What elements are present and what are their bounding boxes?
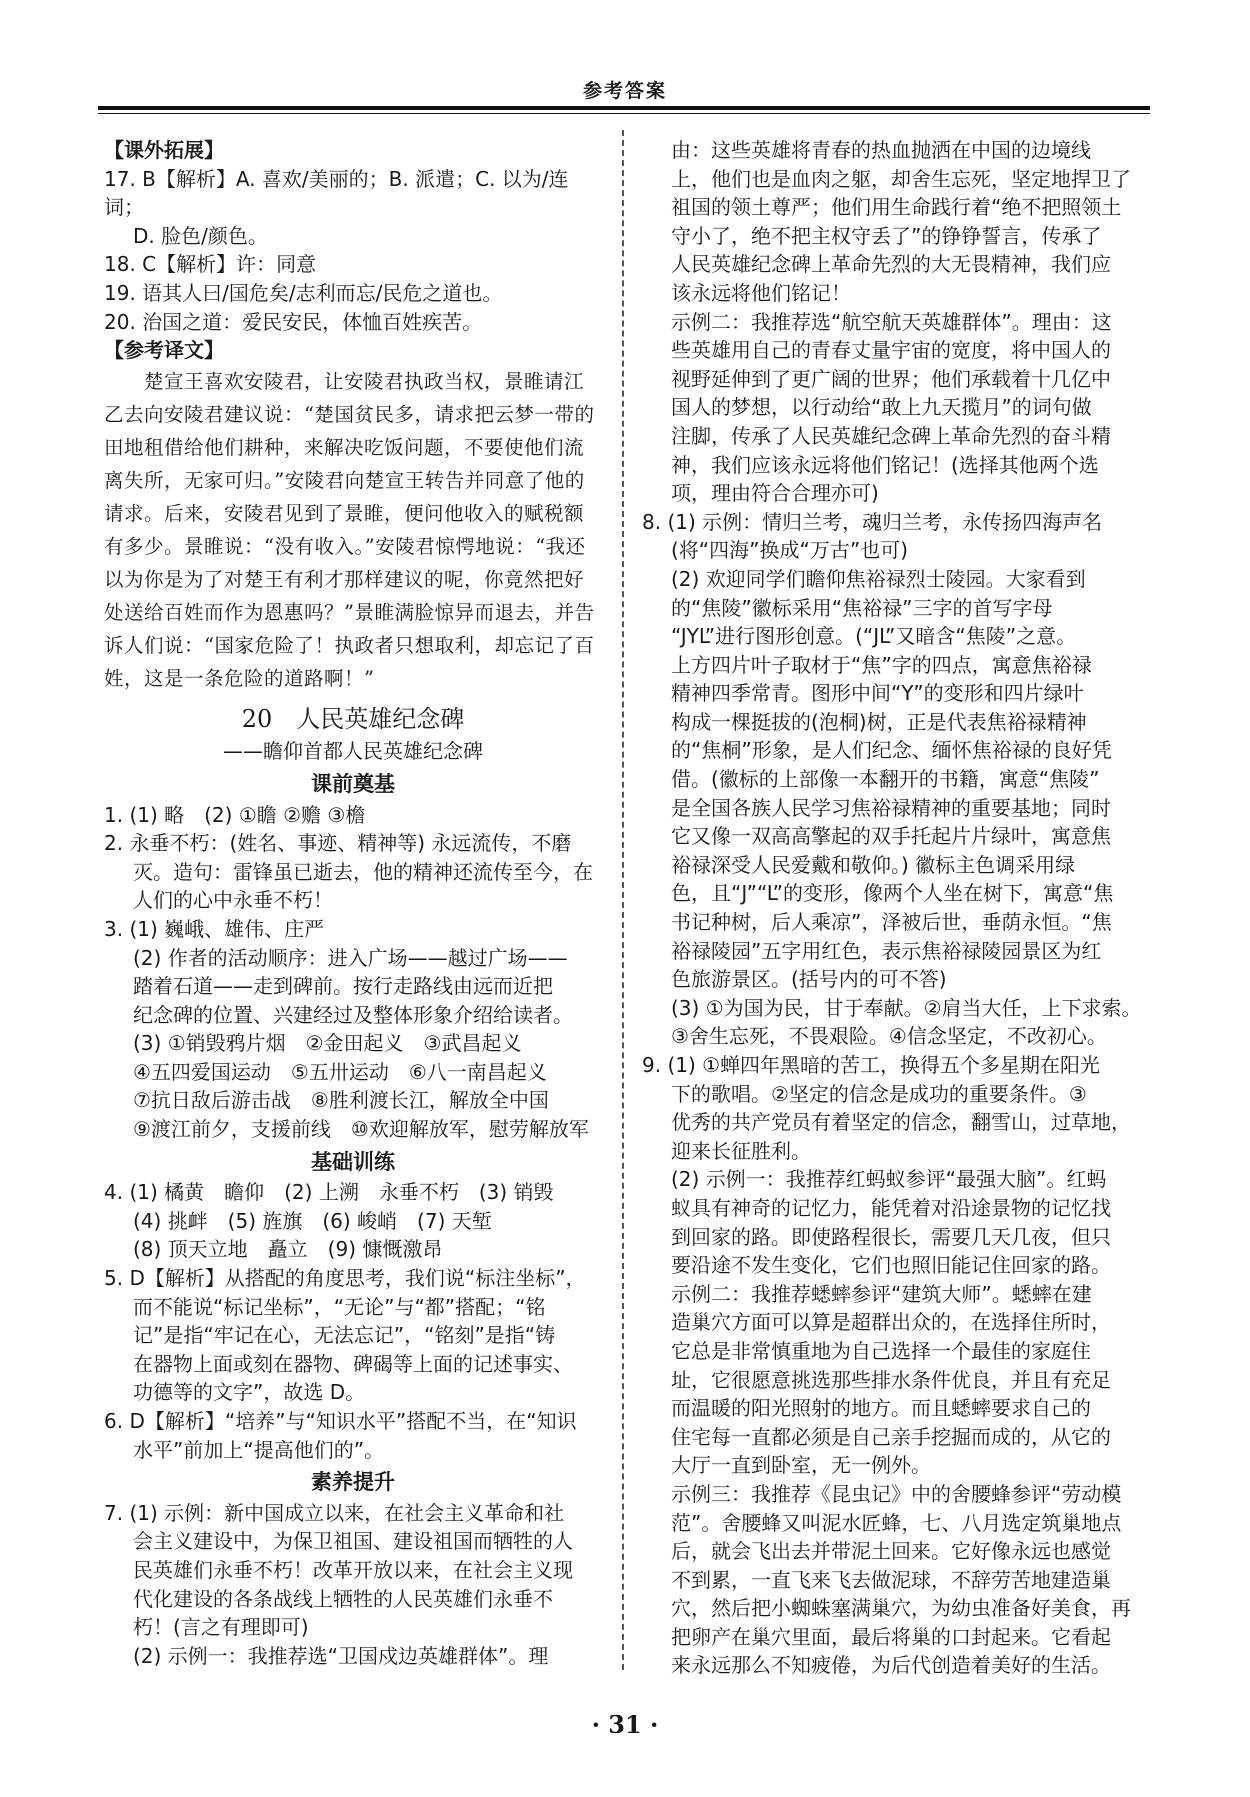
- answer-7-cont-line4: 守小了，绝不把主权守丢了”的铮铮誓言，传承了: [671, 223, 1102, 248]
- answer-8-line14: 色，且“J”“L”的变形，像两个人坐在树下，寓意“焦: [671, 881, 1114, 906]
- answer-3-line2: (2) 作者的活动顺序：进入广场——越过广场——: [133, 945, 568, 970]
- answer-17-line2: D. 脸色/颜色。: [133, 223, 268, 248]
- answer-8-line5: “JYL”进行图形创意。(“JL”又暗含“焦陵”之意。: [671, 624, 1077, 649]
- answer-7-cont-line7: 示例二：我推荐选“航空航天英雄群体”。理由：这: [671, 309, 1112, 334]
- answer-4-line1: 4. (1) 橘黄 瞻仰 (2) 上溯 永垂不朽 (3) 销毁: [104, 1180, 554, 1205]
- answer-9-line5: (2) 示例一：我推荐红蚂蚁参评“最强大脑”。红蚂: [671, 1167, 1107, 1192]
- answer-7-cont-line3: 祖国的领土尊严；他们用生命践行着“绝不把照领土: [671, 195, 1122, 220]
- answer-9-line11: 它总是非常慎重地为自己选择一个最佳的家庭住: [671, 1338, 1091, 1363]
- answer-8-line1: 8. (1) 示例：情归兰考，魂归兰考，永传扬四海声名: [642, 509, 1103, 534]
- answer-9-line20: 穴，然后把小蜘蛛塞满巢穴，为幼虫准备好美食，再: [671, 1596, 1131, 1621]
- answer-7-cont-line9: 视野延伸到了更广阔的世界；他们承载着十几亿中: [671, 366, 1111, 391]
- answer-18: 18. C【解析】许：同意: [104, 252, 317, 277]
- answer-8-line12: 它又像一双高高擎起的双手托起片片绿叶，寓意焦: [671, 824, 1111, 849]
- answer-6-line1: 6. D【解析】“培养”与“知识水平”搭配不当，在“知识: [104, 1409, 577, 1433]
- section-heading-prelesson: 课前奠基: [311, 771, 395, 796]
- lesson-title: 20 人民英雄纪念碑: [241, 704, 465, 733]
- answer-7-line4: 代化建设的各条战线上牺牲的人民英雄们永垂不: [133, 1586, 553, 1611]
- page-header-title: 参考答案: [582, 80, 667, 102]
- answer-8-line10: 借。(徽标的上部像一本翻开的书籍，寓意“焦陵”: [671, 767, 1100, 792]
- section-heading-translation: 【参考译文】: [104, 338, 224, 363]
- answer-3-line8: ⑨渡江前夕，支援前线 ⑩欢迎解放军，慰劳解放军: [133, 1117, 589, 1142]
- answer-5-line3: 记”是指“牢记在心，无法忘记”，“铭刻”是指“铸: [133, 1323, 556, 1348]
- section-heading-extension: 【课外拓展】: [104, 138, 224, 162]
- answer-7-cont-line11: 注脚，传承了人民英雄纪念碑上革命先烈的奋斗精: [671, 423, 1111, 448]
- right-column: [642, 136, 1148, 1680]
- answer-8-line2: (将“四海”换成“万古”也可): [671, 538, 909, 563]
- answer-2-line2: 灭。造句：雷锋虽已逝去，他的精神还流传至今，在: [133, 859, 593, 884]
- answer-8-line4: 的“焦陵”徽标采用“焦裕禄”三字的首写字母: [671, 595, 1053, 620]
- lesson-subtitle: ——瞻仰首都人民英雄纪念碑: [223, 739, 483, 764]
- answer-8-line16: 裕禄陵园”五字用红色，表示焦裕禄陵园景区为红: [671, 938, 1102, 963]
- answer-9-line6: 蚁具有神奇的记忆力，能凭着对沿途景物的记忆找: [671, 1195, 1111, 1220]
- answer-4-line2: (4) 挑衅 (5) 旌旗 (6) 峻峭 (7) 天堑: [133, 1208, 492, 1233]
- answer-3-line7: ⑦抗日敌后游击战 ⑧胜利渡长江，解放全中国: [133, 1088, 549, 1113]
- translation-paragraph: 楚宣王喜欢安陵君，让安陵君执政当权，景睢请江乙去向安陵君建议说：“楚国贫民多，请求把云梦一带的田地租借给他们耕种，来解决吃饭问题，不要使他们流离失所，无家可归。”安陵君向楚宣王转告并同意了他的请求。后来，安陵君见到了景睢，便问他收入的赋税额有多少。景睢说：“没有收入。”安陵君惊愕地说：“我还以为你是为了对楚王有利才那样建议的呢，你竟然把好处送给百姓而作为恩惠吗？”景睢满脸惊异而退去，并告诉人们说：“国家危险了！执政者只想取利，却忘记了百姓，这是一条危险的道路啊！”: [104, 369, 595, 690]
- answer-5-line5: 功德等的文字”，故选 D。: [133, 1380, 366, 1405]
- answer-7-cont-line10: 国人的梦想，以行动给“敢上九天揽月”的词句做: [671, 395, 1092, 420]
- answer-8-line13: 裕禄深受人民爱戴和敬仰。) 徽标主色调采用绿: [671, 852, 1076, 877]
- page-number: · 31 ·: [591, 1710, 659, 1739]
- answer-9-line10: 造巢穴方面可以算是超群出众的，在选择住所时，: [671, 1310, 1111, 1335]
- answer-8-line11: 是全国各族人民学习焦裕禄精神的重要基地；同时: [671, 795, 1111, 820]
- section-heading-literacy: 素养提升: [311, 1470, 395, 1495]
- answer-17-line1: 17. B【解析】A. 喜欢/美丽的；B. 派遣；C. 以为/连词；: [104, 166, 569, 220]
- answer-8-line9: 的“焦桐”形象，是人们纪念、缅怀焦裕禄的良好凭: [671, 738, 1112, 763]
- answer-9-line3: 优秀的共产党员有着坚定的信念，翻雪山，过草地，: [671, 1110, 1131, 1135]
- answer-1: 1. (1) 略 (2) ①瞻 ②赡 ③檐: [104, 802, 366, 827]
- answer-5-line1: 5. D【解析】从搭配的角度思考，我们说“标注坐标”，: [104, 1266, 586, 1291]
- answer-9-line4: 迎来长征胜利。: [671, 1138, 811, 1163]
- answer-7-line6: (2) 示例一：我推荐选“卫国戍边英雄群体”。理: [133, 1643, 549, 1668]
- answer-9-line8: 要沿途不发生变化，它们也照旧能记住回家的路。: [671, 1253, 1111, 1278]
- answer-20: 20. 治国之道：爱民安民，体恤百姓疾苦。: [104, 309, 483, 334]
- answer-8-line15: 书记种树，后人乘凉”，泽被后世，垂荫永恒。“焦: [671, 910, 1112, 935]
- answer-8-line18: (3) ①为国为民，甘于奉献。②肩当大任，上下求索。: [671, 995, 1142, 1020]
- answer-6-line2: 水平”前加上“提高他们的”。: [133, 1437, 385, 1462]
- answer-7-cont-line12: 神，我们应该永远将他们铭记！(选择其他两个选: [671, 452, 1099, 477]
- answer-9-line13: 而温暖的阳光照射的地方。而且蟋蟀要求自己的: [671, 1396, 1091, 1421]
- header-rule-thin: [98, 113, 1150, 114]
- answer-2-line1: 2. 永垂不朽：(姓名、事迹、精神等) 永远流传，不磨: [104, 831, 572, 856]
- answer-9-line22: 来永远那么不知疲倦，为后代创造着美好的生活。: [671, 1653, 1111, 1678]
- answer-8-line19: ③舍生忘死，不畏艰险。④信念坚定，不改初心。: [671, 1024, 1107, 1049]
- answer-9-line14: 住宅每一直都必须是自己亲手挖掘而成的，从它的: [671, 1424, 1111, 1449]
- answer-8-line6: 上方四片叶子取材于“焦”字的四点，寓意焦裕禄: [671, 652, 1092, 677]
- answer-9-line1: 9. (1) ①蝉四年黑暗的苦工，换得五个多星期在阳光: [642, 1053, 1101, 1077]
- answer-8-line3: (2) 欢迎同学们瞻仰焦裕禄烈士陵园。大家看到: [671, 566, 1086, 591]
- answer-7-cont-line2: 上，他们也是血肉之躯，却舍生忘死，坚定地捍卫了: [671, 166, 1131, 191]
- answer-9-line19: 不到累，一直飞来飞去做泥球，不辞劳苦地建造巢: [671, 1567, 1111, 1592]
- answer-5-line4: 在器物上面或刻在器物、碑碣等上面的记述事实、: [133, 1351, 573, 1376]
- answer-8-line7: 精神四季常青。图形中间“Y”的变形和四片绿叶: [671, 681, 1084, 706]
- section-heading-basic: 基础训练: [311, 1149, 395, 1174]
- answer-3-line3: 踏着石道——走到碑前。按行走路线由远而近把: [133, 974, 553, 999]
- answer-8-line8: 构成一棵挺拔的(泡桐)树，正是代表焦裕禄精神: [671, 709, 1087, 734]
- answer-3-line1: 3. (1) 巍峨、雄伟、庄严: [104, 916, 325, 941]
- answer-7-line2: 会主义建设中，为保卫祖国、建设祖国而牺牲的人: [133, 1529, 573, 1554]
- answer-19: 19. 语其人曰/国危矣/志利而忘/民危之道也。: [104, 280, 503, 305]
- answer-3-line4: 纪念碑的位置、兴建经过及整体形象介绍给读者。: [133, 1002, 573, 1027]
- answer-9-line17: 范”。舍腰蜂又叫泥水匠蜂，七、八月选定筑巢地点: [671, 1510, 1122, 1535]
- answer-3-line5: (3) ①销毁鸦片烟 ②金田起义 ③武昌起义: [133, 1031, 522, 1056]
- answer-9-line16: 示例三：我推荐《昆虫记》中的舍腰蜂参评“劳动模: [671, 1481, 1122, 1506]
- answer-7-line3: 民英雄们永垂不朽！改革开放以来，在社会主义现: [133, 1557, 573, 1582]
- answer-7-line1: 7. (1) 示例：新中国成立以来，在社会主义革命和社: [104, 1500, 565, 1525]
- answer-9-line18: 后，就会飞出去并带泥土回来。它好像永远也感觉: [671, 1539, 1111, 1564]
- answer-7-cont-line8: 些英雄用自己的青春丈量宇宙的宽度，将中国人的: [671, 338, 1111, 363]
- answer-3-line6: ④五四爱国运动 ⑤五卅运动 ⑥八一南昌起义: [133, 1059, 547, 1084]
- answer-5-line2: 而不能说“标记坐标”，“无论”与“都”搭配；“铭: [133, 1294, 546, 1319]
- left-column: [104, 136, 602, 1670]
- answer-9-line12: 址，它很愿意挑选那些排水条件优良，并且有充足: [671, 1367, 1111, 1392]
- answer-9-line15: 大厅一直到卧室，无一例外。: [671, 1453, 931, 1478]
- answer-4-line3: (8) 顶天立地 矗立 (9) 慷慨激昂: [133, 1237, 443, 1262]
- answer-7-cont-line6: 该永远将他们铭记！: [671, 280, 851, 305]
- answer-7-cont-line5: 人民英雄纪念碑上革命先烈的大无畏精神，我们应: [671, 252, 1111, 277]
- header-rule-thick: [98, 106, 1150, 110]
- answer-9-line9: 示例二：我推荐蟋蟀参评“建筑大师”。蟋蟀在建: [671, 1281, 1092, 1306]
- column-divider: [622, 130, 624, 1670]
- answer-7-line5: 朽！(言之有理即可): [133, 1615, 309, 1640]
- answer-7-cont-line1: 由：这些英雄将青春的热血抛洒在中国的边境线: [671, 138, 1091, 162]
- answer-9-line21: 把卵产在巢穴里面，最后将巢的口封起来。它看起: [671, 1624, 1111, 1649]
- answer-7-cont-line13: 项，理由符合合理亦可): [671, 481, 879, 506]
- answer-2-line3: 人们的心中永垂不朽！: [133, 888, 333, 913]
- answer-9-line7: 到回家的路。即使路程很长，需要几天几夜，但只: [671, 1224, 1111, 1249]
- answer-8-line17: 色旅游景区。(括号内的可不答): [671, 967, 947, 992]
- answer-9-line2: 下的歌唱。②坚定的信念是成功的重要条件。③: [671, 1081, 1087, 1106]
